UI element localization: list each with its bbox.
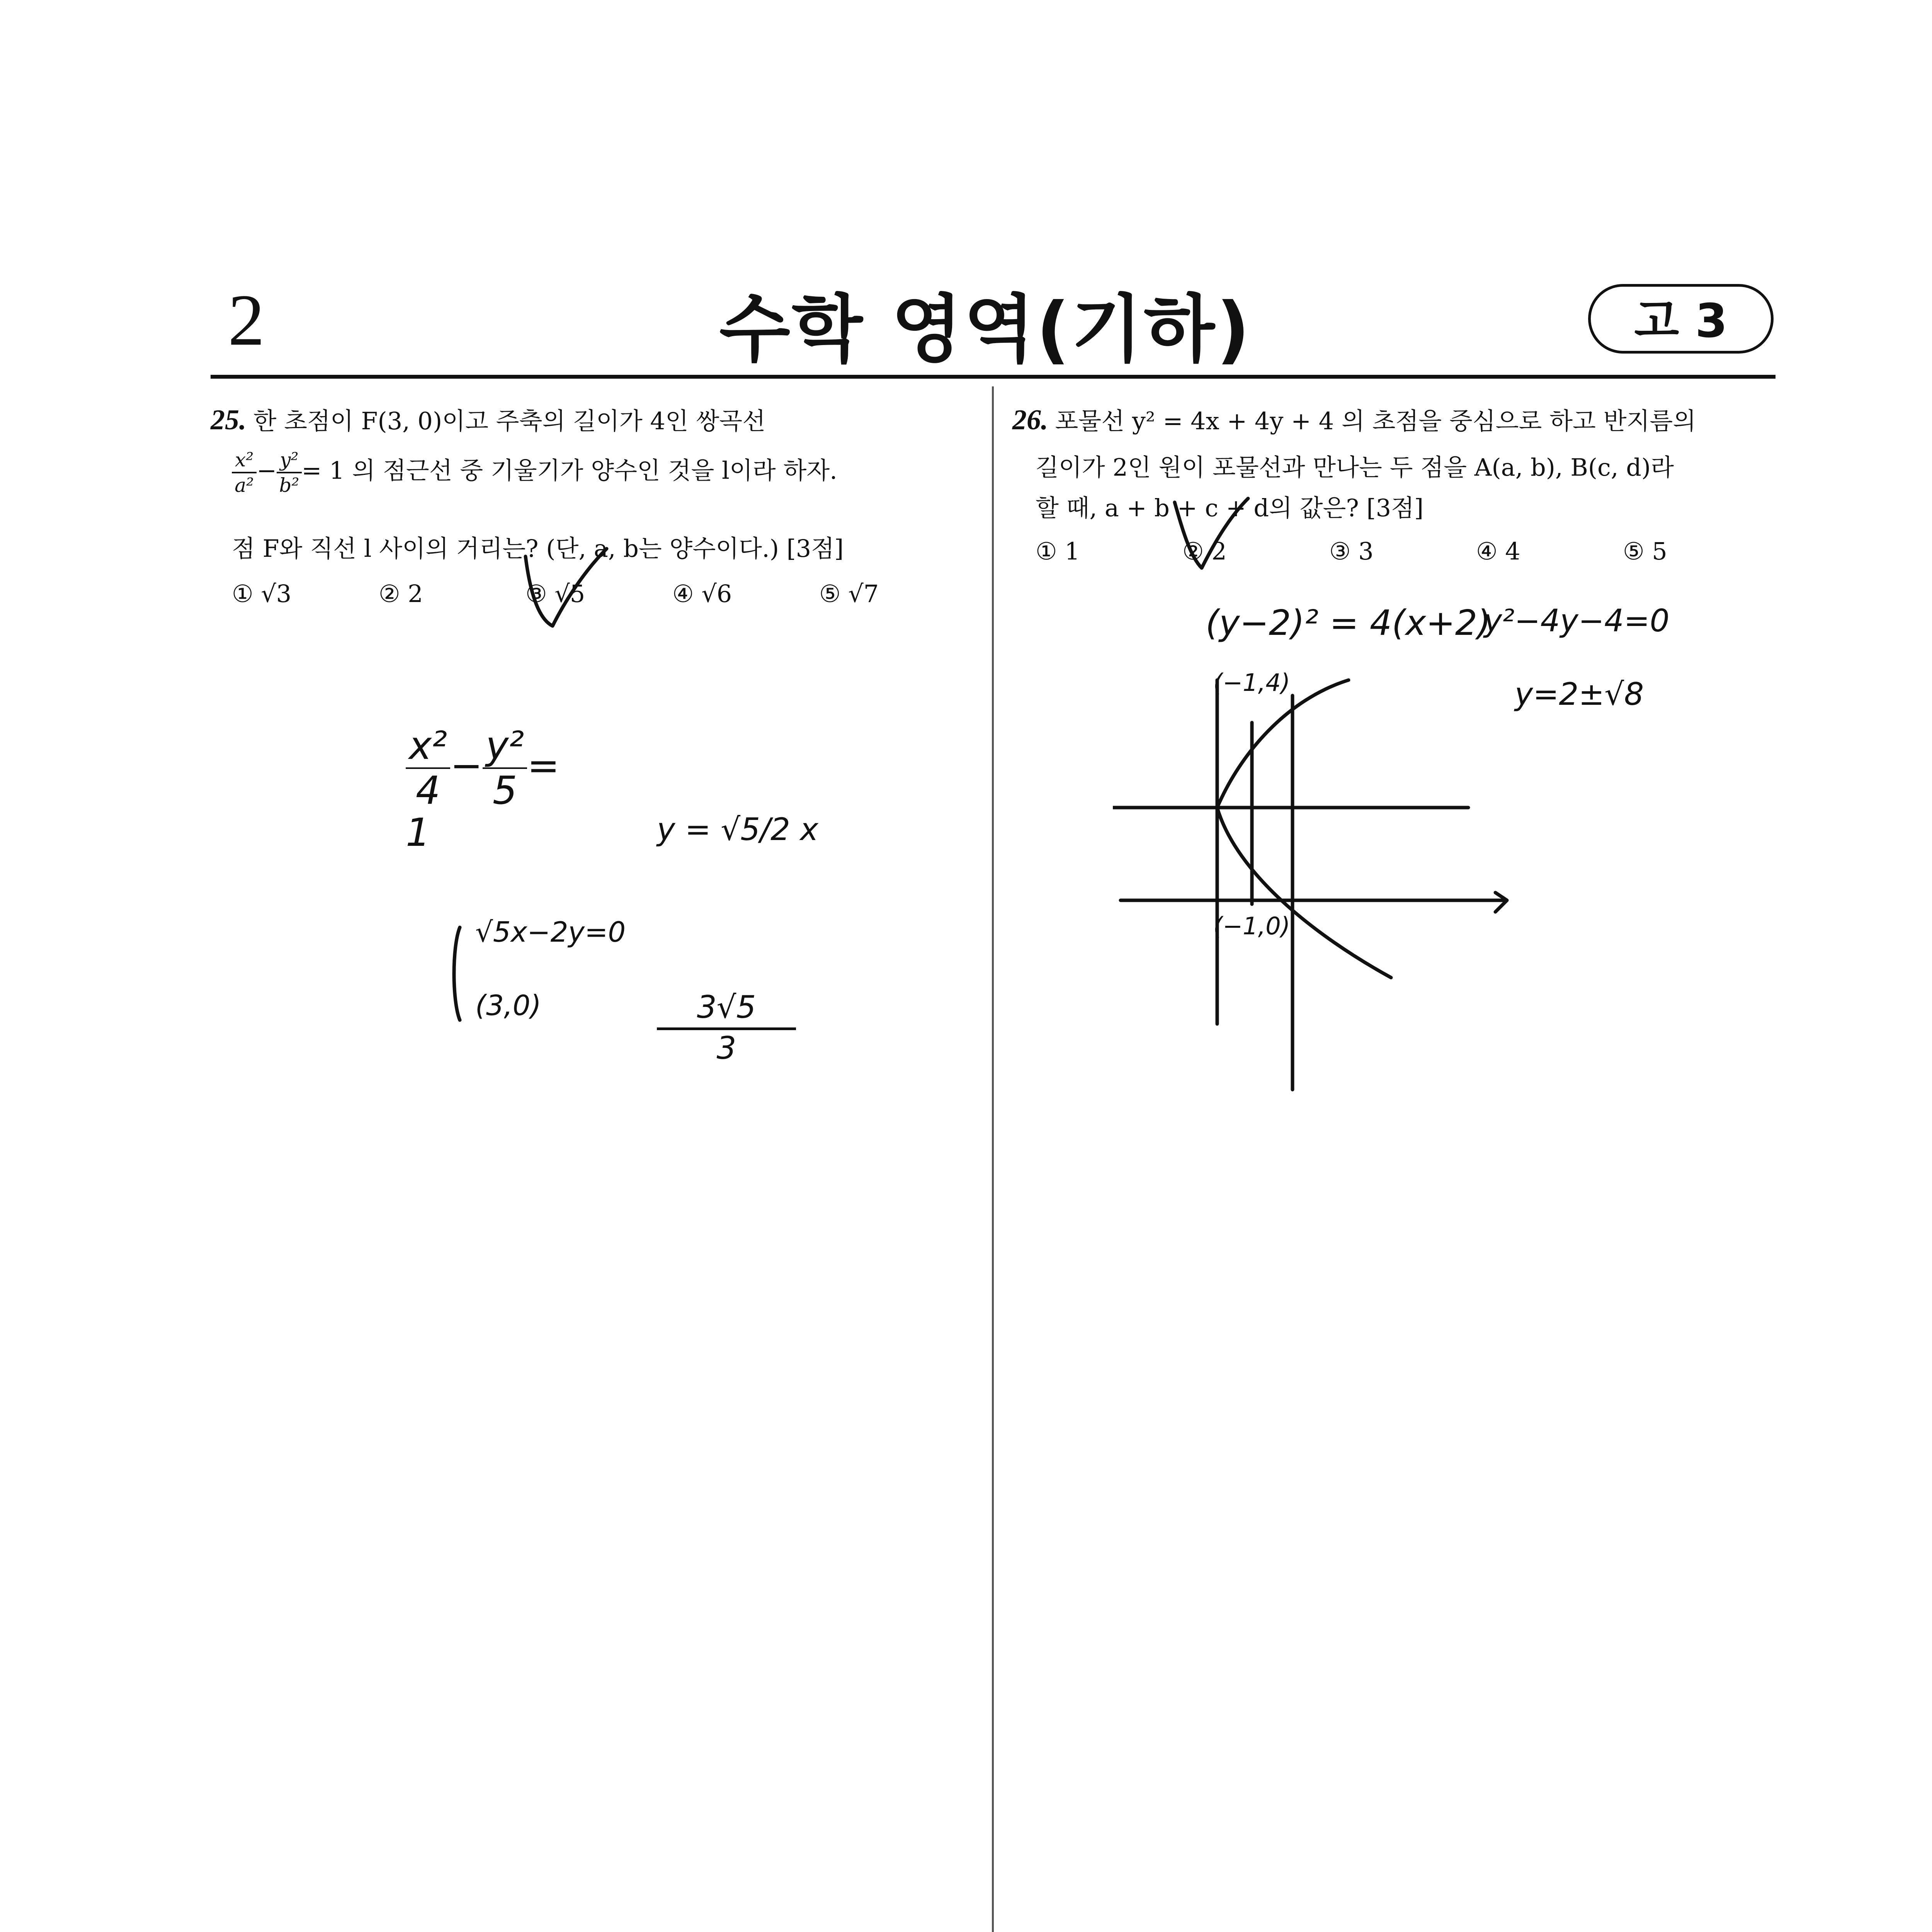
- hw25-answer-den: 3: [716, 1030, 736, 1066]
- q26-choice-4[interactable]: ④ 4: [1476, 537, 1520, 565]
- hw25-answer: [657, 989, 796, 1066]
- header-divider: [211, 375, 1776, 379]
- hw25-frac-y-num: y²: [483, 726, 527, 769]
- q26-checkmark-icon: [1167, 491, 1256, 580]
- q25-choice-2[interactable]: ② 2: [379, 580, 423, 608]
- q26-text-line1: 포물선 y² = 4x + 4y + 4 의 초점을 중심으로 하고 반지름의: [1055, 407, 1696, 435]
- q25-minus: −: [257, 456, 277, 485]
- q26-choice-1[interactable]: ① 1: [1036, 537, 1080, 565]
- q25-line1: [211, 402, 765, 437]
- page-title: 수학 영역(기하): [719, 287, 1252, 372]
- q25-frac-y-num: y²: [277, 450, 301, 473]
- hw25-minus: −: [450, 743, 483, 788]
- q25-choice-4[interactable]: ④ √6: [672, 580, 732, 608]
- q25-choice-3[interactable]: ③ √5: [526, 580, 585, 608]
- q25-choice-5[interactable]: ⑤ √7: [819, 580, 879, 608]
- hw26-sketch-graph: [1113, 657, 1522, 1113]
- hw25-asymptote: y = √5/2 x: [657, 811, 818, 847]
- q25-number: 25.: [211, 404, 247, 436]
- hw25-hyperbola-eq: [406, 723, 583, 855]
- q25-frac-x: [232, 450, 257, 495]
- q25-choice-1[interactable]: ① √3: [232, 580, 292, 608]
- hw26-parabola-eq: (y−2)² = 4(x+2): [1206, 603, 1491, 643]
- q25-frac-y: [277, 450, 301, 495]
- grade-badge: 고 3: [1588, 284, 1774, 354]
- q25-frac-x-den: a²: [235, 474, 254, 497]
- hw25-frac-x-den: 4: [415, 768, 440, 813]
- q26-choice-3[interactable]: ③ 3: [1329, 537, 1374, 565]
- hw26-point-top: (−1,4): [1213, 668, 1290, 697]
- page-number: 2: [228, 280, 265, 361]
- hw25-frac-x: [406, 723, 450, 813]
- hw25-line-eq: √5x−2y=0: [475, 916, 626, 948]
- q25-line2: [232, 450, 837, 495]
- q26-choice-2[interactable]: ② 2: [1182, 537, 1227, 565]
- q25-frac-y-den: b²: [279, 474, 299, 497]
- q26-line3: 할 때, a + b + c + d의 값은? [3점]: [1036, 494, 1424, 522]
- q25-text-line2: = 1 의 점근선 중 기울기가 양수인 것을 l이라 하자.: [301, 456, 837, 485]
- q25-text-line1: 한 초점이 F(3, 0)이고 주축의 길이가 4인 쌍곡선: [253, 407, 766, 435]
- hw25-frac-y: [483, 723, 527, 813]
- q26-number: 26.: [1012, 404, 1048, 436]
- hw25-rhs: = 1: [406, 743, 560, 855]
- hw25-frac-x-num: x²: [406, 726, 450, 769]
- hw25-frac-y-den: 5: [492, 768, 517, 813]
- hw26-point-bottom: (−1,0): [1213, 912, 1290, 940]
- q26-line2: 길이가 2인 원이 포물선과 만나는 두 점을 A(a, b), B(c, d)라: [1036, 453, 1674, 481]
- q25-checkmark-icon: [514, 541, 614, 641]
- column-divider: [992, 386, 994, 1932]
- q25-frac-x-num: x²: [232, 450, 257, 473]
- hw25-answer-num: 3√5: [657, 989, 796, 1030]
- hw25-system-brace: [444, 923, 468, 1024]
- q26-choice-5[interactable]: ⑤ 5: [1623, 537, 1667, 565]
- hw26-quadratic: y²−4y−4=0: [1484, 603, 1670, 639]
- q26-choices: [1036, 537, 1770, 572]
- hw25-point: (3,0): [475, 989, 541, 1022]
- hw26-root: y=2±√8: [1515, 676, 1644, 712]
- q25-line3: 점 F와 직선 l 사이의 거리는? (단, a, b는 양수이다.) [3점]: [232, 534, 844, 563]
- q26-line1: [1012, 402, 1696, 437]
